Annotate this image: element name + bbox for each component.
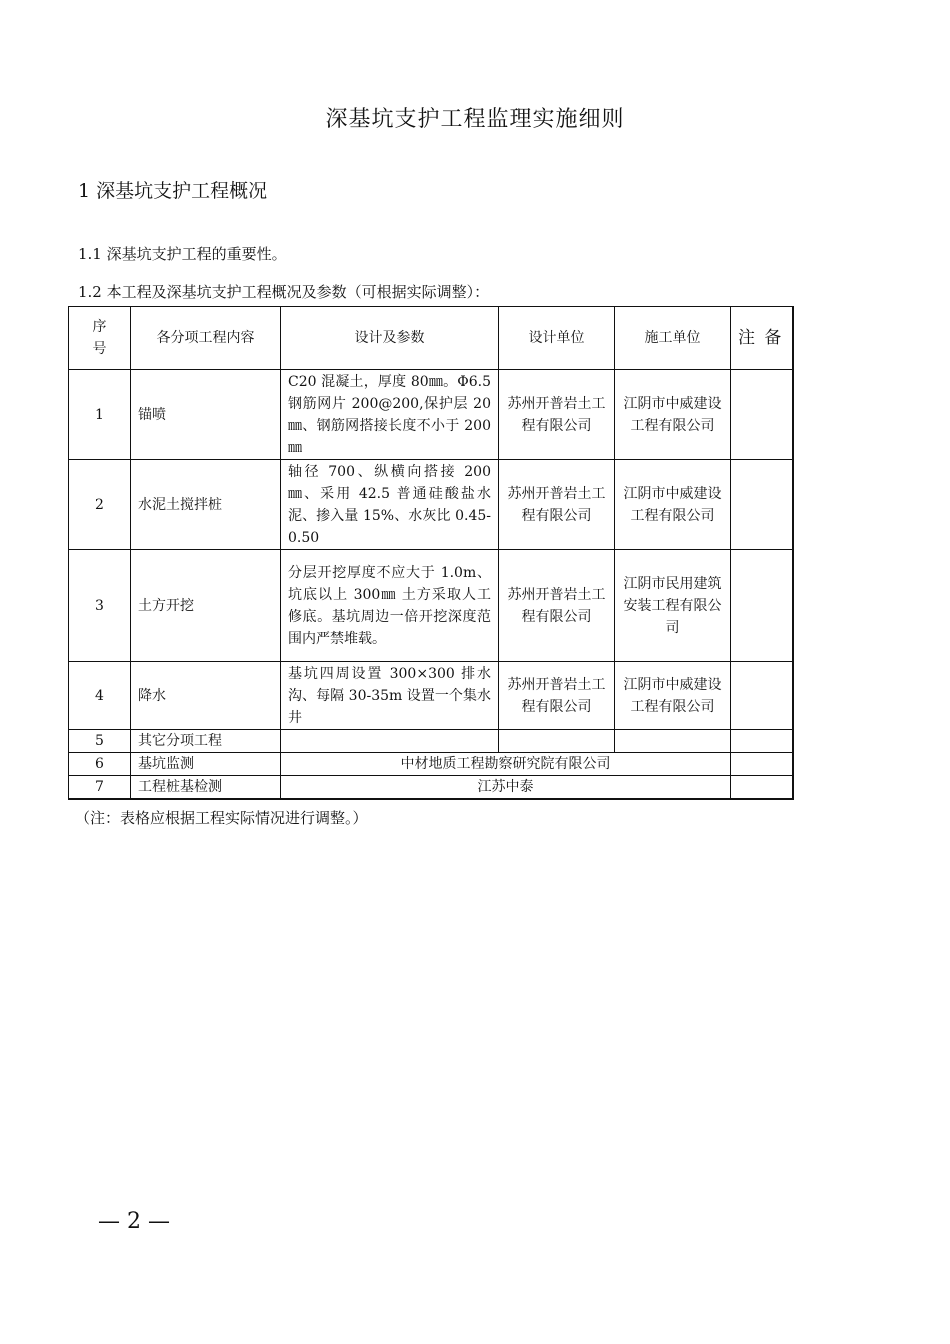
header-item: 各分项工程内容 <box>131 307 281 370</box>
table-row <box>69 460 793 550</box>
row-merged-unit: 中材地质工程勘察研究院有限公司 <box>281 753 731 776</box>
page-number: — 2 — <box>98 1209 170 1234</box>
header-design-unit: 设计单位 <box>499 307 615 370</box>
row-item: 其它分项工程 <box>131 730 281 753</box>
row-item: 锚喷 <box>131 370 281 460</box>
row-params: 轴径 700、纵横向搭接 200 ㎜、采用 42.5 普通硅酸盐水泥、掺入量 15%、水灰比 0.45-0.50 <box>281 460 499 550</box>
row-item: 水泥土搅拌桩 <box>131 460 281 550</box>
row-item: 降水 <box>131 662 281 730</box>
row-design-unit: 苏州开普岩土工程有限公司 <box>499 370 615 460</box>
section-heading: 1 深基坑支护工程概况 <box>78 180 268 202</box>
row-note <box>731 460 793 550</box>
row-note <box>731 730 793 753</box>
row-seq: 6 <box>69 753 131 776</box>
row-construction-unit: 江阴市中威建设工程有限公司 <box>615 662 731 730</box>
header-seq <box>69 307 131 370</box>
row-item: 工程桩基检测 <box>131 776 281 800</box>
row-note <box>731 776 793 800</box>
row-note <box>731 550 793 662</box>
header-seq-line1: 序 <box>92 319 107 335</box>
row-seq: 4 <box>69 662 131 730</box>
table-row <box>69 370 793 460</box>
header-note: 注 备 <box>731 307 793 370</box>
row-params: 基坑四周设置 300×300 排水沟、每隔 30-35m 设置一个集水井 <box>281 662 499 730</box>
row-seq: 1 <box>69 370 131 460</box>
row-params: 分层开挖厚度不应大于 1.0m、坑底以上 300㎜ 土方采取人工修底。基坑周边一倍开挖深度范围内严禁堆载。 <box>281 550 499 662</box>
row-seq: 5 <box>69 730 131 753</box>
row-construction-unit: 江阴市中威建设工程有限公司 <box>615 460 731 550</box>
row-note <box>731 753 793 776</box>
header-construction-unit: 施工单位 <box>615 307 731 370</box>
table-row <box>69 662 793 730</box>
row-merged-unit: 江苏中泰 <box>281 776 731 800</box>
row-design-unit: 苏州开普岩土工程有限公司 <box>499 550 615 662</box>
row-seq: 7 <box>69 776 131 800</box>
table-row <box>69 776 793 800</box>
row-item: 土方开挖 <box>131 550 281 662</box>
table-row <box>69 753 793 776</box>
row-construction-unit: 江阴市中威建设工程有限公司 <box>615 370 731 460</box>
row-seq: 3 <box>69 550 131 662</box>
row-note <box>731 662 793 730</box>
table-note: （注：表格应根据工程实际情况进行调整。） <box>75 809 368 827</box>
header-seq-line2: 号 <box>92 341 107 357</box>
row-design-unit <box>499 730 615 753</box>
row-construction-unit: 江阴市民用建筑安装工程有限公司 <box>615 550 731 662</box>
row-note <box>731 370 793 460</box>
table-row <box>69 550 793 662</box>
document-title: 深基坑支护工程监理实施细则 <box>325 107 625 132</box>
row-construction-unit <box>615 730 731 753</box>
row-params <box>281 730 499 753</box>
project-overview-table <box>68 306 794 800</box>
subsection-1-1: 1.1 深基坑支护工程的重要性。 <box>78 245 287 263</box>
row-seq: 2 <box>69 460 131 550</box>
table-header-row <box>69 307 793 370</box>
subsection-1-2: 1.2 本工程及深基坑支护工程概况及参数（可根据实际调整）： <box>78 283 490 301</box>
row-params: C20 混凝土，厚度 80㎜。Φ6.5 钢筋网片 200@200,保护层 20 ㎜、钢筋网搭接长度不小于 200 ㎜ <box>281 370 499 460</box>
row-design-unit: 苏州开普岩土工程有限公司 <box>499 460 615 550</box>
header-params: 设计及参数 <box>281 307 499 370</box>
table-row <box>69 730 793 753</box>
row-design-unit: 苏州开普岩土工程有限公司 <box>499 662 615 730</box>
row-item: 基坑监测 <box>131 753 281 776</box>
